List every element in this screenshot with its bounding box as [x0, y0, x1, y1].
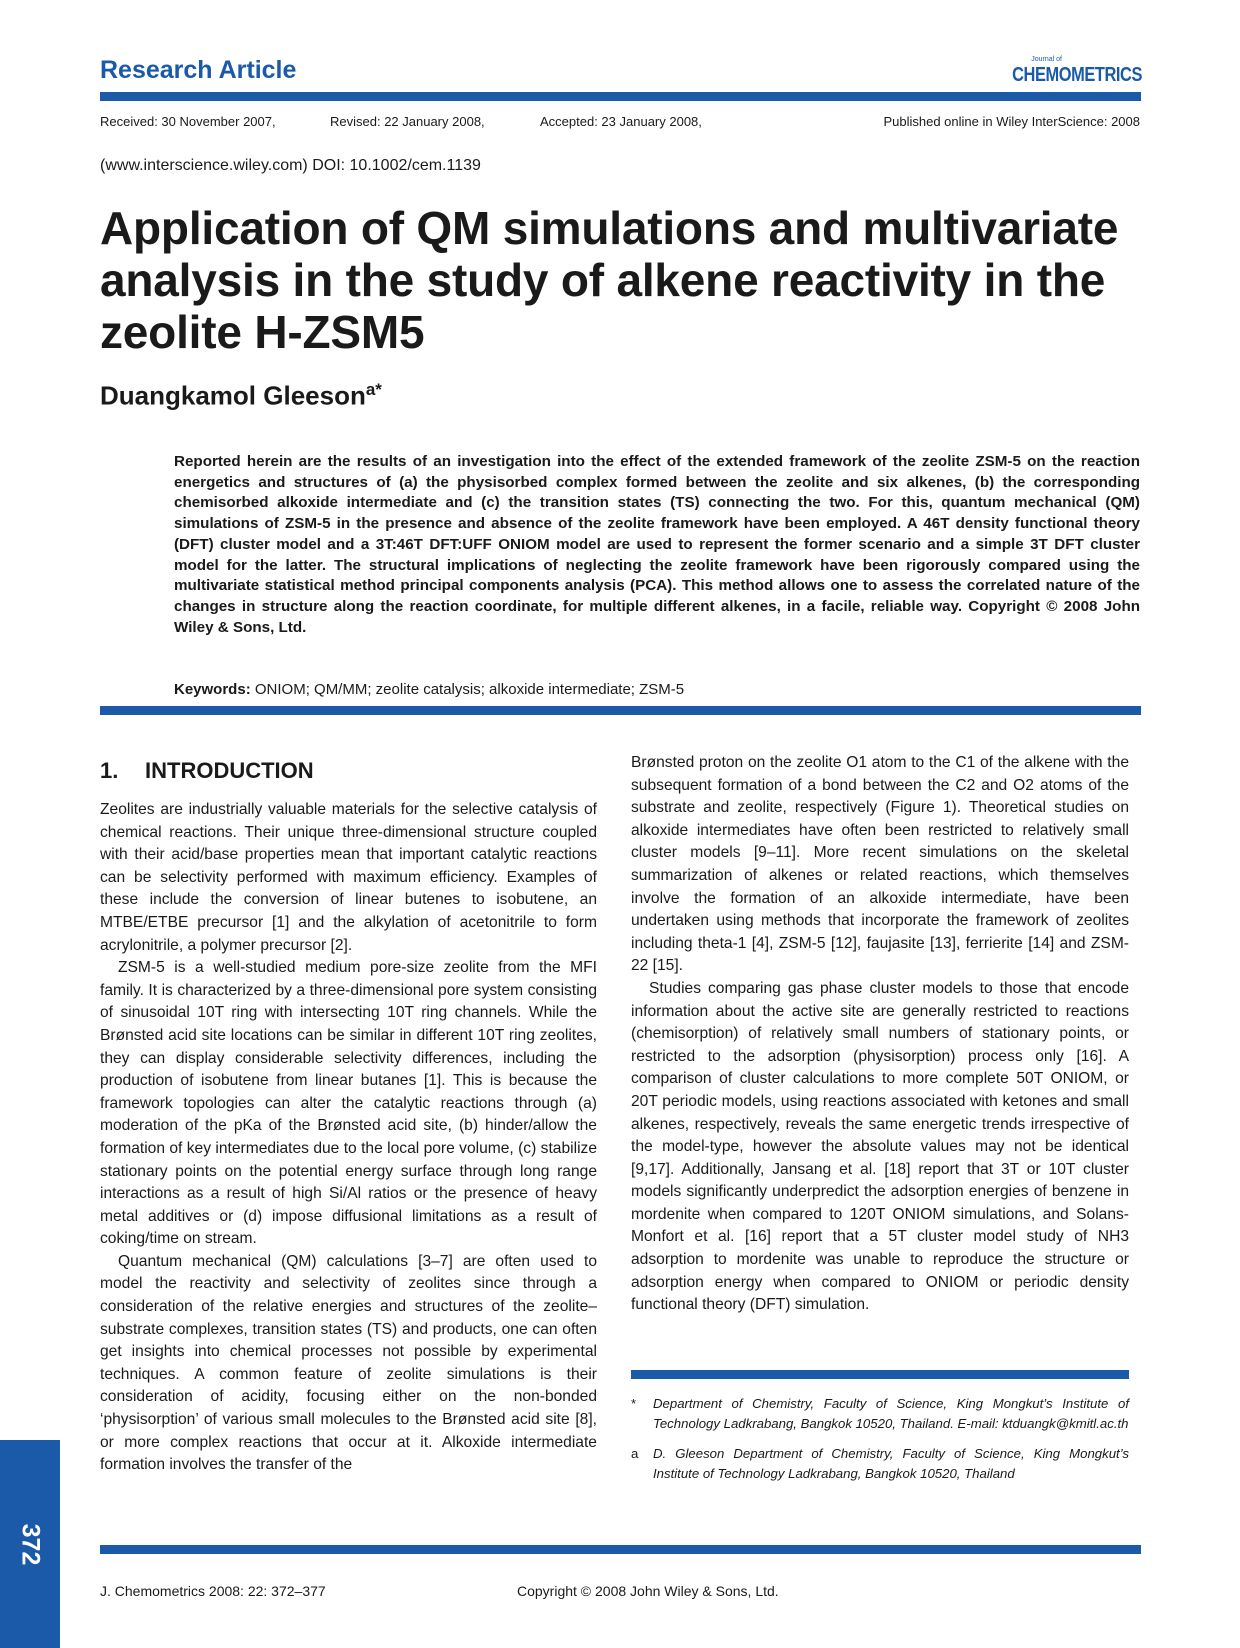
footnote-text: D. Gleeson Department of Chemistry, Faculty of Science, King Mongkut’s Institute of Technology Ladkrabang, Bangkok 10520, Thailand — [653, 1446, 1129, 1481]
paragraph: Studies comparing gas phase cluster models to those that encode information about the active site are generally restricted to reactions (chemisorption) of relatively small numbers of stationary points, or restricted to the adsorption (physisorption) process only [16]. A comparison of cluster calculations to more complete 50T ONIOM, or 20T periodic models, using reactions associated with ketones and small alkenes, respectively, reveals the same energetic trends irrespective of the model-type, however the absolute values may not be identical [9,17]. Additionally, Jansang et al. [18] report that 3T or 10T cluster models significantly underpredict the adsorption energies of benzene in mordenite when compared to 120T ONIOM simulations, and Solans-Monfort et al. [16] report that a 5T cluster model study of NH3 adsorption to mordenite was unable to reproduce the structure or adsorption energy when compared to ONIOM or periodic density functional theory (DFT) simulation. — [631, 979, 1129, 1314]
paragraph: Zeolites are industrially valuable materials for the selective catalysis of chemical reactions. Their unique three-dimensional structure coupled with their acid/base properties mean that important catalytic reactions can be selectivity performed with maximum efficiency. Examples of these include the conversion of linear butenes to isobutene, an MTBE/ETBE precursor [1] and the alkylation of acetonitrile to form acrylonitrile, a polymer precursor [2]. — [100, 801, 597, 954]
right-column — [631, 752, 1129, 1317]
abstract-rule — [100, 706, 1141, 715]
left-column — [100, 799, 597, 1477]
section-heading — [100, 758, 314, 784]
journal-logo-name: CHEMOMETRICS — [1012, 64, 1143, 86]
author-name: Duangkamol Gleeson — [100, 380, 366, 411]
revised-date: Revised: 22 January 2008, — [330, 114, 485, 129]
section-title: INTRODUCTION — [145, 758, 314, 783]
published-date: Published online in Wiley InterScience: 2008 — [883, 114, 1140, 129]
header-rule — [100, 92, 1141, 101]
article-title: Application of QM simulations and multivariate analysis in the study of alkene reactivity in the zeolite H-ZSM5 — [100, 202, 1119, 358]
author-marks: a* — [365, 380, 382, 399]
page-number — [0, 1514, 60, 1574]
accepted-date: Accepted: 23 January 2008, — [540, 114, 702, 129]
footer-citation: J. Chemometrics 2008: 22: 372–377 — [100, 1583, 326, 1599]
footnote — [631, 1444, 1129, 1484]
keywords-list: ONIOM; QM/MM; zeolite catalysis; alkoxide intermediate; ZSM-5 — [254, 681, 685, 698]
paragraph: Quantum mechanical (QM) calculations [3–7] are often used to model the reactivity and selectivity of zeolites since through a consideration of the relative energies and structures of the zeolite–substrate complexes, transition states (TS) and products, one can often get insights into chemical processes not possible by experimental techniques. A common feature of zeolite simulations is their consideration of acidity, focusing either on the non-bonded ‘physisorption’ of various small molecules to the Brønsted acid site [8], or more complex reactions that occur at it. Alkoxide intermediate formation involves the transfer of the — [100, 1252, 597, 1474]
paragraph: ZSM-5 is a well-studied medium pore-size zeolite from the MFI family. It is characterized by a three-dimensional pore system consisting of sinusoidal 10T ring with intersecting 10T ring channels. While the Brønsted acid site locations can be similar in different 10T ring zeolites, they can display considerable selectivity differences, including the production of isobutene from linear butanes [1]. This is because the framework topologies can alter the catalytic reactions through (a) moderation of the pKa of the Brønsted acid site, (b) hinder/allow the formation of key intermediates due to the local pore volume, (c) stabilize stationary points on the potential energy surface through long range interactions as a result of high Si/Al ratios or the presence of heavy metal additives or (d) impose diffusional limitations as a result of coking/time on stream. — [100, 959, 597, 1248]
footer-rule — [100, 1545, 1141, 1554]
author-line — [100, 380, 382, 412]
doi-line: (www.interscience.wiley.com) DOI: 10.1002/cem.1139 — [100, 157, 481, 174]
footnote-text: Department of Chemistry, Faculty of Science, King Mongkut’s Institute of Technology Ladkrabang, Bangkok 10520, Thailand. E-mail: ktduangk@kmitl.ac.th — [653, 1396, 1129, 1431]
abstract: Reported herein are the results of an investigation into the effect of the extended framework of the zeolite ZSM-5 on the reaction energetics and structures of (a) the physisorbed complex formed between the zeolite and six alkenes, (b) the corresponding chemisorbed alkoxide intermediate and (c) the transition states (TS) connecting the two. For this, quantum mechanical (QM) simulations of ZSM-5 in the presence and absence of the zeolite framework have been employed. A 46T density functional theory (DFT) cluster model and a 3T:46T DFT:UFF ONIOM model are used to represent the former scenario and a simple 3T DFT cluster model for the latter. The structural implications of neglecting the zeolite framework have been rigorously compared using the multivariate statistical method principal components analysis (PCA). This method allows one to assess the correlated nature of the changes in structure along the reaction coordinate, for multiple different alkenes, in a facile, reliable way. Copyright © 2008 John Wiley & Sons, Ltd. — [174, 453, 1140, 636]
keywords-label: Keywords: — [174, 681, 251, 698]
page-number-text: 372 — [16, 1523, 45, 1565]
footnote-rule — [631, 1370, 1129, 1379]
keywords — [174, 681, 684, 698]
received-date: Received: 30 November 2007, — [100, 114, 276, 129]
journal-logo-small: Journal of — [1031, 56, 1062, 63]
footer-copyright: Copyright © 2008 John Wiley & Sons, Ltd. — [517, 1583, 779, 1599]
footnote — [631, 1394, 1129, 1434]
section-number: 1. — [100, 758, 119, 783]
footnote-mark: a — [631, 1446, 639, 1461]
journal-logo — [984, 56, 1143, 86]
section-label: Research Article — [100, 56, 297, 84]
footnote-mark: * — [631, 1396, 637, 1411]
footnotes — [631, 1394, 1129, 1484]
paragraph: Brønsted proton on the zeolite O1 atom to the C1 of the alkene with the subsequent formation of a bond between the C2 and O2 atoms of the substrate and zeolite, respectively (Figure 1). Theoretical studies on alkoxide intermediates have often been restricted to relatively small cluster models [9–11]. More recent simulations on the skeletal summarization of alkenes or related reactions, which themselves involve the formation of an alkoxide intermediate, have been undertaken using methods that incorporate the framework of zeolites including theta-1 [4], ZSM-5 [12], faujasite [13], ferrierite [14] and ZSM-22 [15]. — [631, 754, 1129, 975]
